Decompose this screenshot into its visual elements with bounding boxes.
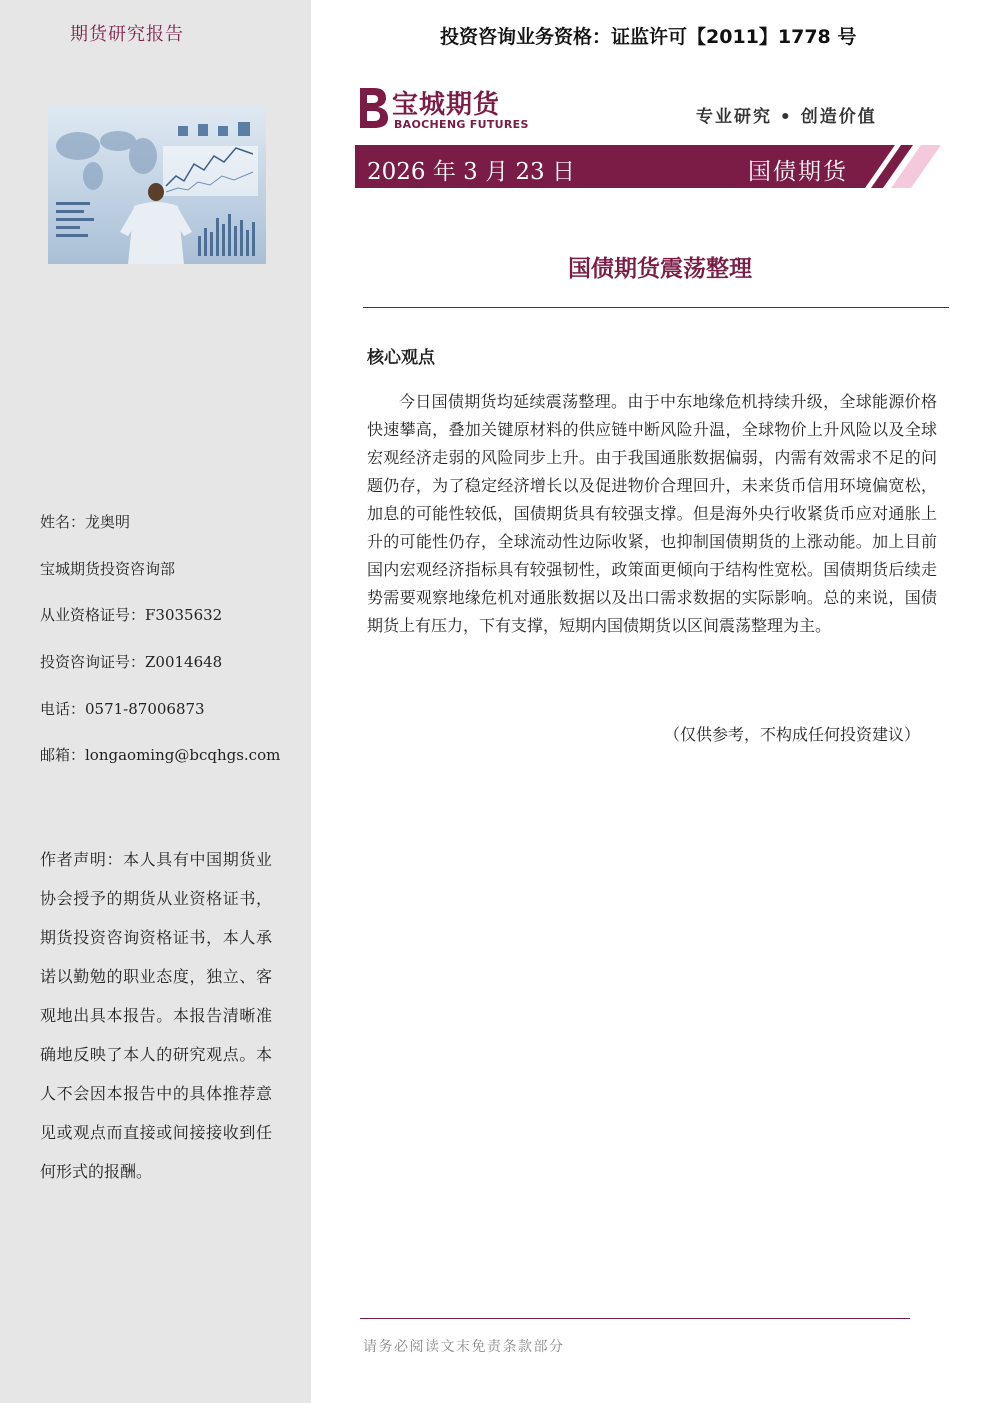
footer-divider <box>360 1318 910 1319</box>
qualification-number: 从业资格证号：F3035632 <box>40 606 223 625</box>
report-category: 国债期货 <box>748 159 848 185</box>
report-title: 国债期货震荡整理 <box>568 256 752 282</box>
baocheng-logo-icon <box>354 84 390 130</box>
author-phone: 电话：0571-87006873 <box>40 699 205 718</box>
core-view-paragraph: 今日国债期货均延续震荡整理。由于中东地缘危机持续升级，全球能源价格快速攀高，叠加关键原材料的供应链中断风险升温，全球物价上升风险以及全球宏观经济走弱的风险同步上升。由于我国通胀数据偏弱，内需有效需求不足的问题仍存，为了稳定经济增长以及促进物价合理回升，未来货币信用环境偏宽松，加息的可能性较低，国债期货具有较强支撑。但是海外央行收紧货币应对通胀上升的可能性仍存，全球流动性边际收紧，也抑制国债期货的上涨动能。加上目前国内宏观经济指标具有较强韧性，政策面更倾向于结构性宽松。国债期货后续走势需要观察地缘危机对通胀数据以及出口需求数据的实际影响。总的来说，国债期货上有压力，下有支撑，短期内国债期货以区间震荡整理为主。 <box>367 392 937 635</box>
license-info: 投资咨询业务资格：证监许可【2011】1778 号 <box>440 26 857 48</box>
investment-disclaimer: （仅供参考，不构成任何投资建议） <box>664 725 921 744</box>
author-name: 姓名：龙奥明 <box>40 513 131 531</box>
title-divider <box>363 307 949 308</box>
author-contact <box>40 510 300 790</box>
footer-note: 请务必阅读文末免责条款部分 <box>363 1339 565 1355</box>
hero-image <box>48 106 266 264</box>
author-email: 邮箱：longaoming@bcqhgs.com <box>40 746 281 765</box>
sidebar-title: 期货研究报告 <box>70 24 184 45</box>
analyst-chart-illustration <box>48 106 266 264</box>
report-date: 2026 年 3 月 23 日 <box>367 159 575 185</box>
author-department: 宝城期货投资咨询部 <box>40 559 176 578</box>
logo-english-name: BAOCHENG FUTURES <box>394 118 529 131</box>
logo-chinese-name: 宝城期货 <box>392 90 501 120</box>
author-declaration: 作者声明：本人具有中国期货业协会授予的期货从业资格证书，期货投资咨询资格证书，本人承诺以勤勉的职业态度，独立、客观地出具本报告。本报告清晰准确地反映了本人的研究观点。本人不会因本报告中的具体推荐意见或观点而直接或间接接收到任何形式的报酬。 <box>40 850 272 1181</box>
sidebar <box>0 0 311 1403</box>
slogan: 专业研究 • 创造价值 <box>696 107 877 127</box>
company-logo <box>354 84 529 132</box>
section-heading: 核心观点 <box>367 348 435 368</box>
consulting-number: 投资咨询证号：Z0014648 <box>40 653 223 672</box>
